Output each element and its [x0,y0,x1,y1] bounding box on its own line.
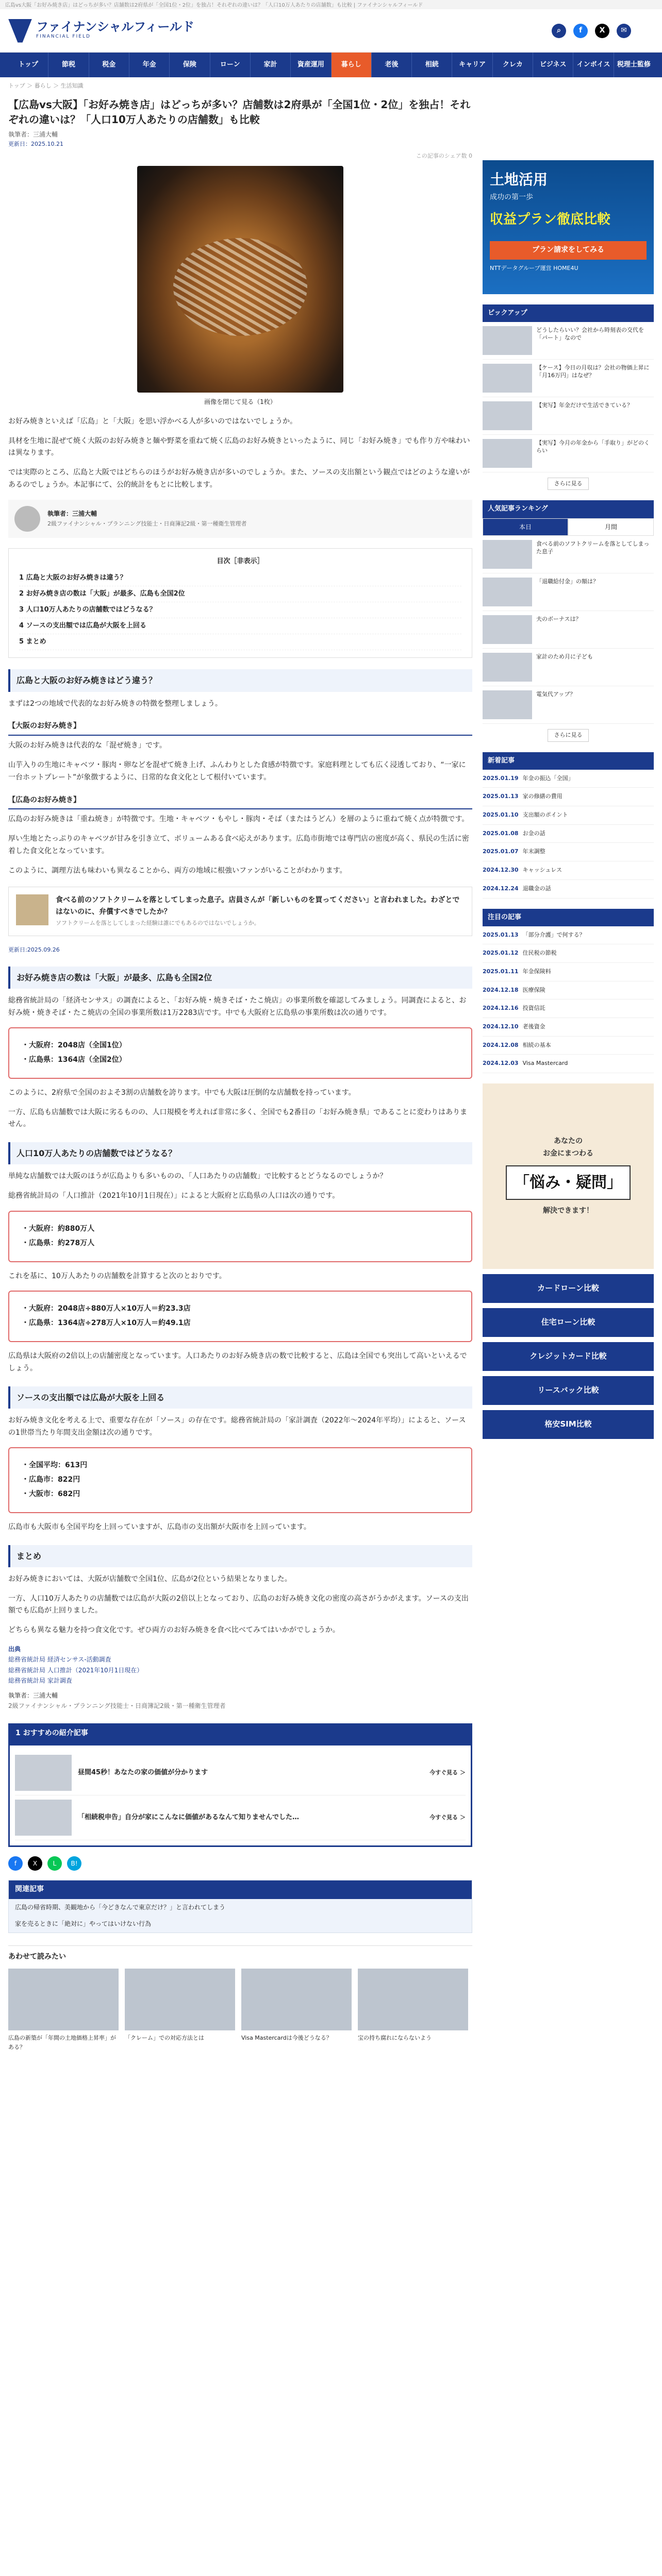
ranking-thumbnail [483,540,532,569]
stat-line: ・広島県：約278万人 [22,1239,95,1247]
nav-item[interactable]: ビジネス [533,53,573,77]
pickup-item-title[interactable]: 【実写】年金だけで生活できている？ [536,401,633,409]
featured-title-text[interactable]: 老後資金 [522,1023,545,1030]
banner-sim[interactable]: 格安SIM比較 [483,1410,654,1439]
ranking-thumbnail [483,578,532,606]
stats-box [8,1027,472,1079]
x-icon[interactable]: X [595,24,609,38]
featured-item[interactable] [483,1018,654,1037]
featured-date: 2024.12.18 [483,986,519,993]
paragraph: どちらも異なる魅力を持つ食文化です。ぜひ両方のお好み焼きを食べ比べてみてはいかがでしょうか。 [8,1626,340,1635]
nav-item[interactable]: クレカ [493,53,533,77]
site-header [0,9,662,53]
also-card[interactable] [125,1969,235,2053]
also-card[interactable] [241,1969,352,2053]
end-author: 執筆者：三浦大輔 [8,1691,58,1699]
also-card[interactable] [358,1969,468,2053]
newest-item[interactable] [483,843,654,861]
ranking-item-title[interactable]: 食べる前のソフトクリームを落としてしまった息子 [536,540,650,555]
featured-item[interactable] [483,944,654,963]
main-nav [0,53,662,77]
ad-banner-land-use[interactable] [483,160,654,294]
featured-title-text[interactable]: 住民税の節税 [522,950,557,957]
recommend-item[interactable] [15,1795,466,1840]
ranking-thumbnail [483,690,532,719]
newest-item[interactable] [483,825,654,843]
logo-text: ファイナンシャルフィールド [36,19,194,34]
stat-line: ・全国平均：613円 [22,1461,88,1470]
pickup-title: ピックアップ [483,304,654,322]
stat-line: ・大阪府：約880万人 [22,1225,95,1233]
pickup-thumbnail [483,364,532,393]
paragraph: このように、2府県で全国のおよそ3割の店舗数を誇ります。中でも大阪は圧倒的な店舗数を持っています。 [8,1088,356,1097]
pickup-item[interactable] [483,397,654,435]
pickup-item[interactable] [483,435,654,472]
featured-date: 2024.12.10 [483,1023,519,1030]
section-heading: お好み焼き店の数は「大阪」が最多、広島も全国2位 [8,967,472,989]
related-link[interactable]: 広島の帰省時期、美観地から「今どきなんで東京だけ？」と言われてしまう [15,1903,226,1911]
featured-date: 2025.01.13 [483,931,519,938]
embedded-article-thumbnail [16,894,48,925]
banner-credit-card[interactable]: クレジットカード比較 [483,1342,654,1371]
pickup-item-title[interactable]: どうしたらいい？会社から時刻表の交代を「パート」なので [536,326,644,342]
window-title: 広島vs大阪「お好み焼き店」はどっちが多い？店舗数は2府県が「全国1位・2位」を独占！それぞれの違いは？「人口10万人あたりの店舗数」も比較 | ファイナンシャルフィールド [0,0,662,9]
sources [8,1644,472,1711]
source-link[interactable]: 総務省統計局 人口推計（2021年10月1日現在） [8,1666,143,1674]
ad2-headline: 「悩み・疑問」 [506,1165,631,1200]
recommend-title[interactable]: 「相続税申告」自分が家にこんなに価値があるなんて知りませんでした… [78,1814,300,1822]
logo-sub: FINANCIAL FIELD [36,33,91,39]
subheading: 【広島のお好み焼き】 [8,792,472,810]
facebook-share-icon[interactable]: f [8,1856,23,1871]
share-count: この記事のシェア数 0 [416,152,472,159]
subheading: 【大阪のお好み焼き】 [8,718,472,736]
recommend-thumbnail [15,1755,72,1791]
nav-item[interactable]: トップ [8,53,48,77]
pickup-item[interactable] [483,322,654,360]
intro-paragraph: 具材を生地に混ぜて焼く大阪のお好み焼きと麺や野菜を重ねて焼く広島のお好み焼きといったように、同じ「お好み焼き」でも作り方や味わいは異なります。 [8,436,470,457]
featured-title-text[interactable]: Visa Mastercard [522,1060,568,1067]
ad-sub: 成功の第一歩 [490,193,533,202]
ranking-item-title[interactable]: 夫のボーナスは？ [536,615,582,622]
nav-item[interactable]: 税金 [89,53,129,77]
also-read [8,1945,472,2053]
newest-title-text[interactable]: 支出額のポイント [522,811,568,819]
newest-date: 2025.01.08 [483,829,519,837]
ranking-item[interactable] [483,686,654,724]
newest-date: 2025.01.19 [483,774,519,782]
also-thumbnail [358,1969,468,2030]
paragraph: 総務省統計局の「経済センサス」の調査によると、「お好み焼・焼きそば・たこ焼店」の事業所数を確認してみましょう。同調査によると、お好み焼・焼きそば・たこ焼店の全国の事業所数は1万2283店です。中でも大阪府と広島県の事業所数は次の通りです。 [8,996,467,1017]
toc-item[interactable]: 1 広島と大阪のお好み焼きは違う？ [19,570,461,586]
paragraph: まずは2つの地域で代表的なお好み焼きの特徴を整理しましょう。 [8,699,222,708]
ad-banner-money-questions[interactable] [483,1083,654,1269]
newest-item[interactable] [483,806,654,825]
author-box-desc: 2級ファイナンシャル・プランニング技能士・日商簿記2級・第一種衛生管理者 [47,520,247,527]
ad-main: 収益プラン徹底比較 [490,212,611,228]
table-of-contents [8,548,472,658]
recommend-more-link[interactable]: 今すぐ見る ＞ [429,1814,466,1821]
featured-item[interactable] [483,926,654,945]
ranking-thumbnail [483,653,532,682]
featured-title-text[interactable]: 相続の基本 [522,1041,551,1048]
source-link[interactable]: 総務省統計局 家計調査 [8,1677,72,1685]
section-heading: 人口10万人あたりの店舗数ではどうなる？ [8,1142,472,1164]
nav-item[interactable]: 節税 [48,53,89,77]
stats-box [8,1211,472,1262]
article-date: 更新日：2025.10.21 [8,141,63,148]
ranking-item-title[interactable]: 家計のため月に子ども [536,653,593,660]
paragraph: 総務省統計局の「人口推計（2021年10月1日現在）」によると大阪府と広島県の人口は次の通りです。 [8,1192,340,1200]
newest-date: 2024.12.30 [483,867,519,874]
also-card-title[interactable]: Visa Mastercardは今後どうなる？ [241,2034,332,2041]
related-articles [8,1880,472,1933]
sidebar [483,95,654,2053]
newest-title: 新着記事 [483,752,654,770]
enlarge-image-link[interactable]: 画像を閉じて見る（1枚） [204,398,276,406]
newest-item[interactable] [483,880,654,899]
tab-today[interactable]: 本日 [483,518,568,536]
mail-icon[interactable]: ✉ [617,24,631,38]
pickup-thumbnail [483,439,532,468]
recommend-item[interactable] [15,1751,466,1795]
section-heading: まとめ [8,1545,472,1567]
nav-item-active[interactable]: 暮らし [332,53,372,77]
paragraph: 一方、広島も店舗数では大阪に劣るものの、人口規模を考えれば非常に多く、全国でも2番目の「お好み焼き県」であることに変わりはありません。 [8,1108,468,1129]
nav-item[interactable]: 保険 [170,53,210,77]
embedded-article-excerpt: ソフトクリームを落としてしまった経験は誰にでもあるのではないでしょうか。 [55,920,260,927]
recommend-heading: 1 おすすめの紹介記事 [8,1723,472,1744]
pickup-thumbnail [483,401,532,430]
paragraph: 大阪のお好み焼きは代表的な「混ぜ焼き」です。 [8,741,167,750]
intro-paragraph: では実際のところ、広島と大阪ではどちらのほうがお好み焼き店が多いのでしょうか。また、ソースの支出額という観点ではどのような違いがあるのでしょうか。本記事にて、公的統計をもとに比較します。 [8,468,470,489]
ranking-thumbnail [483,615,532,644]
newest-date: 2025.01.10 [483,811,519,819]
featured-title-text[interactable]: 投資信託 [522,1005,545,1012]
sources-label: 出典 [8,1645,21,1653]
also-card-title[interactable]: 「クレーム」での対応方法とは [125,2034,204,2041]
stat-line: ・大阪府：2048店（全国1位） [22,1041,126,1050]
toc-item[interactable]: 4 ソースの支出額では広島が大阪を上回る [19,618,461,634]
featured-item[interactable] [483,999,654,1018]
ad-heading: 土地活用 [490,171,548,188]
featured-title: 注目の記事 [483,909,654,926]
tab-monthly[interactable]: 月間 [568,518,654,536]
paragraph: 広島市も大阪市も全国平均を上回っていますが、広島市の支出額が大阪市を上回っています。 [8,1522,311,1531]
facebook-icon[interactable]: f [573,24,588,38]
featured-title-text[interactable]: 「部分介護」で何する？ [522,931,585,938]
pickup-item-title[interactable]: 【実写】今月の年金から「手取り」がどのくらい [536,439,650,454]
hatena-share-icon[interactable]: B! [67,1856,81,1871]
author-box [8,500,472,538]
paragraph: 広島のお好み焼きは「重ね焼き」が特徴です。生地・キャベツ・もやし・豚肉・そば（またはうどん）を層のように重ねて焼く点が特徴です。 [8,815,469,824]
x-share-icon[interactable]: X [28,1856,42,1871]
paragraph: 広島県は大阪府の2倍以上の店舗密度となっています。人口あたりのお好み焼き店の数で比較すると、広島は全国でも突出して高いといえるでしょう。 [8,1352,467,1372]
paragraph: これを基に、10万人あたりの店舗数を計算すると次のとおりです。 [8,1272,226,1280]
paragraph: お好み焼き文化を考える上で、重要な存在が「ソース」の存在です。総務省統計局の「家計調査（2022年〜2024年平均）」によると、ソースの1世帯当たり年間支出金額は次の通りです。 [8,1416,466,1437]
nav-item[interactable]: 家計 [251,53,291,77]
article-title: 【広島vs大阪】「お好み焼き店」はどっちが多い？店舗数は2府県が「全国1位・2位」を独占！それぞれの違いは？「人口10万人あたりの店舗数」も比較 [8,98,471,126]
avatar [14,506,40,532]
stats-box [8,1291,472,1342]
stats-box [8,1447,472,1513]
newest-title-text[interactable]: 退職金の話 [522,885,551,892]
ranking-item[interactable] [483,573,654,611]
featured-title-text[interactable]: 医療保険 [522,986,545,993]
newest-title-text[interactable]: 年金の振込「全国」 [522,774,574,782]
paragraph: このように、調理方法も味わいも異なることから、両方の地域に根強いファンがいることがわかります。 [8,866,347,875]
okonomiyaki-hero-image[interactable] [137,166,343,393]
featured-item[interactable] [483,1037,654,1055]
also-card-title[interactable]: 広島の新築が「年間の土地価格上昇率」がある？ [8,2034,116,2051]
nav-item[interactable]: 相続 [412,53,452,77]
ad2-line: 解決できます！ [543,1206,593,1215]
also-card[interactable] [8,1969,119,2053]
section-heading: 広島と大阪のお好み焼きはどう違う？ [8,669,472,691]
pickup-thumbnail [483,326,532,355]
ranking-title: 人気記事ランキング [483,500,654,518]
pickup-item-title[interactable]: 【ケース】今日の月収は？会社の物価上昇に「月16万円」はなぜ？ [536,364,650,379]
stat-line: ・広島県：1364店（全国2位） [22,1056,126,1064]
author-name[interactable]: 執筆者：三浦大輔 [8,130,58,138]
nav-item[interactable]: 資産運用 [291,53,331,77]
ranking-item-title[interactable]: 電気代アップ？ [536,690,576,698]
newest-title-text[interactable]: キャッシュレス [522,867,562,874]
article-main [8,95,472,2053]
featured-item[interactable] [483,981,654,1000]
toc-item[interactable]: 5 まとめ [19,634,461,650]
toc-title[interactable]: 目次［非表示］ [217,557,264,565]
featured-item[interactable] [483,1055,654,1073]
ad-footer: NTTデータグループ運営 HOME4U [490,265,578,272]
related-link[interactable]: 家を売るときに「絶対に」やってはいけない行為 [15,1920,152,1928]
author-box-name[interactable]: 執筆者：三浦大輔 [47,510,97,518]
site-logo[interactable] [8,19,194,43]
ranking-item-title[interactable]: 「退職給付金」の額は？ [536,578,599,585]
recommend-title[interactable]: 昼間45秒！あなたの家の価値が分かります [78,1769,208,1777]
ranking-item[interactable] [483,536,654,573]
search-icon[interactable]: ⌕ [552,24,566,38]
stat-line: ・広島県：1364店÷278万人×10万人＝約49.1店 [22,1319,191,1328]
also-card-title[interactable]: 宝の持ち腐れにならないよう [358,2034,432,2041]
ad-cta-button[interactable]: プラン請求をしてみる [490,241,647,260]
newest-date: 2024.12.24 [483,885,519,892]
paragraph: 厚い生地とたっぷりのキャベツが甘みを引き立て、ボリュームある食べ応えがあります。広島市街地では専門店の密度が高く、県民の生活に密着した食文化となっています。 [8,835,469,855]
pickup-more-button[interactable]: さらに見る [548,478,589,490]
intro-paragraph: お好み焼きといえば「広島」と「大阪」を思い浮かべる人が多いのではないでしょうか。 [8,417,297,426]
newest-title-text[interactable]: 年末調整 [522,848,545,855]
paragraph: 単純な店舗数では大阪のほうが広島よりも多いものの、「人口あたりの店舗数」で比較するとどうなるのでしょうか？ [8,1172,387,1181]
breadcrumb[interactable]: トップ ＞ 暮らし ＞ 生活知識 [8,82,84,89]
pickup-item[interactable] [483,360,654,397]
banner-home-loan[interactable]: 住宅ローン比較 [483,1308,654,1337]
stat-line: ・広島市：822円 [22,1476,80,1484]
banner-card-loan[interactable]: カードローン比較 [483,1274,654,1303]
embedded-article-title[interactable]: 食べる前のソフトクリームを落としてしまった息子。店員さんが「新しいものを買ってください」と言われました。わざとではないのに、弁償すべきでしたか？ [55,895,460,917]
nav-item[interactable]: ローン [210,53,251,77]
stat-line: ・大阪府：2048店÷880万人×10万人＝約23.3店 [22,1304,191,1313]
newest-item[interactable] [483,861,654,880]
recommend-more-link[interactable]: 今すぐ見る ＞ [429,1769,466,1776]
also-thumbnail [8,1969,119,2030]
ad2-line: お金にまつわる [543,1149,593,1158]
newest-item[interactable] [483,788,654,806]
ad2-line: あなたの [554,1137,583,1145]
nav-item[interactable]: 年金 [129,53,170,77]
nav-item[interactable]: キャリア [452,53,492,77]
newest-item[interactable] [483,770,654,788]
nav-item[interactable]: インボイス [573,53,614,77]
ranking-item[interactable] [483,649,654,686]
logo-mark-icon [8,19,32,43]
line-share-icon[interactable]: L [47,1856,62,1871]
newest-date: 2025.01.13 [483,793,519,800]
paragraph: 一方、人口10万人あたりの店舗数では広島が大阪の2倍以上となっており、広島のお好み焼き文化の密度の高さがうかがえます。ソースの支出額でも広島が上回りました。 [8,1594,469,1615]
featured-date: 2025.01.12 [483,950,519,957]
newest-date: 2025.01.07 [483,848,519,855]
toc-item[interactable]: 3 人口10万人あたりの店舗数ではどうなる？ [19,602,461,618]
also-thumbnail [125,1969,235,2030]
recommend-thumbnail [15,1800,72,1836]
stat-line: ・大阪市：682円 [22,1490,80,1499]
nav-item[interactable]: 税理士監修 [617,61,651,69]
banner-leaseback[interactable]: リースバック比較 [483,1376,654,1405]
featured-date: 2025.01.11 [483,968,519,975]
embedded-article-card[interactable] [8,887,472,936]
featured-item[interactable] [483,963,654,981]
related-title: 関連記事 [9,1880,472,1899]
paragraph: 山芋入りの生地にキャベツ・豚肉・卵などを混ぜて焼き上げ、ふんわりとした食感が特徴です。家庭料理としても広く浸透しており、“一家に一台ホットプレート”が象徴するように、日常的な食文化として根付いています。 [8,760,466,782]
toc-item[interactable]: 2 お好み焼き店の数は「大阪」が最多、広島も全国2位 [19,586,461,602]
section-heading: ソースの支出額では広島が大阪を上回る [8,1386,472,1409]
featured-date: 2024.12.08 [483,1041,519,1048]
featured-title-text[interactable]: 年金保険料 [522,968,551,975]
source-link[interactable]: 総務省統計局 経済センサス‐活動調査 [8,1656,111,1664]
recommend-box [8,1744,472,1847]
featured-date: 2024.12.16 [483,1005,519,1012]
newest-title-text[interactable]: お金の話 [522,829,545,837]
end-author-desc: 2級ファイナンシャル・プランニング技能士・日商簿記2級・第一種衛生管理者 [8,1702,226,1709]
nav-item[interactable]: 老後 [372,53,412,77]
newest-title-text[interactable]: 家の修繕の費用 [522,793,562,800]
featured-date: 2024.12.03 [483,1060,519,1067]
also-read-title: あわせて読みたい [8,1952,66,1961]
ranking-item[interactable] [483,611,654,649]
paragraph: お好み焼きにおいては、大阪が店舗数で全国1位、広島が2位という結果となりました。 [8,1574,292,1583]
embedded-update-date: 更新日:2025.09.26 [8,946,60,953]
also-thumbnail [241,1969,352,2030]
share-buttons [8,1856,472,1871]
ranking-more-button[interactable]: さらに見る [548,729,589,742]
